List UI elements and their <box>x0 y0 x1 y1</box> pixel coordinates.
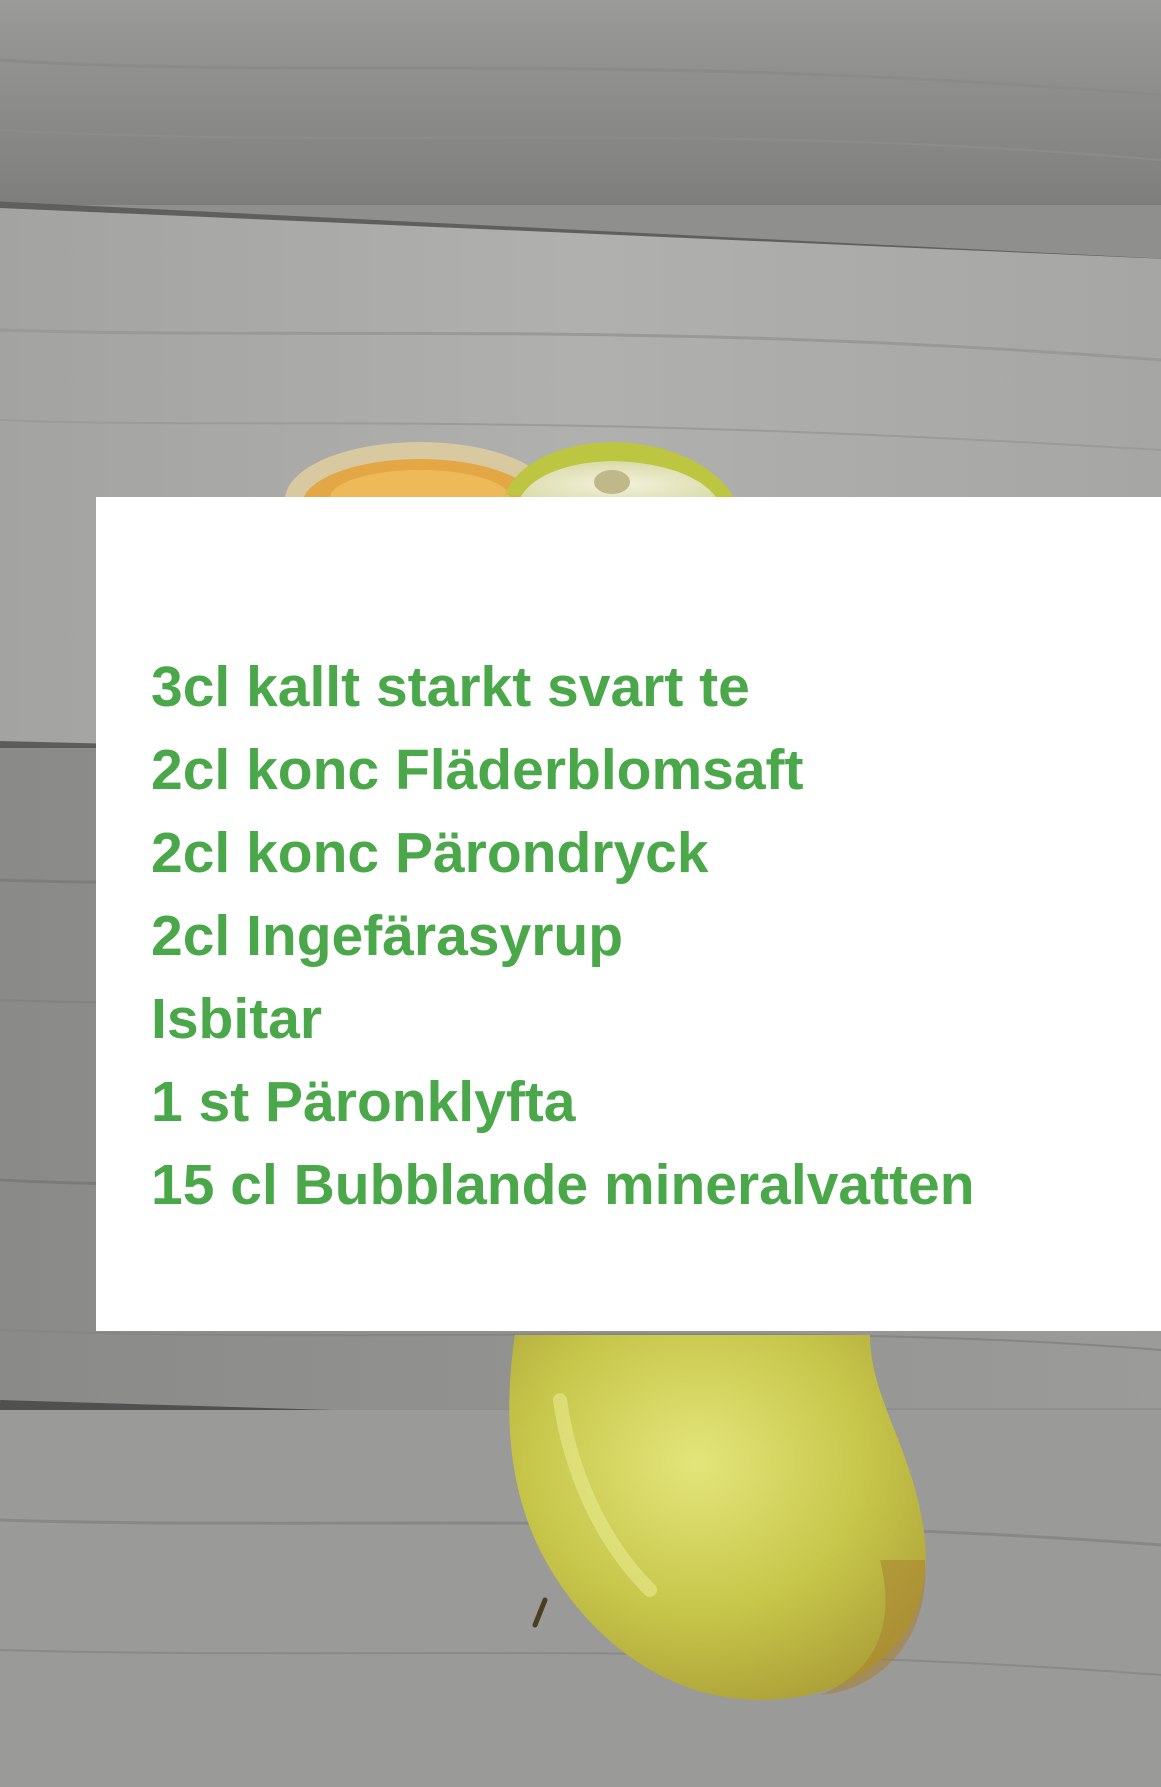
recipe-card <box>96 497 1161 1331</box>
ingredient-item: 15 cl Bubblande mineralvatten <box>151 1153 975 1217</box>
ingredient-item: 3cl kallt starkt svart te <box>151 655 750 719</box>
ingredient-item: Isbitar <box>151 987 323 1051</box>
ingredient-item: 1 st Päronklyfta <box>151 1070 576 1134</box>
ingredient-item: 2cl Ingefärasyrup <box>151 904 624 968</box>
ingredient-item: 2cl konc Pärondryck <box>151 821 709 885</box>
ingredient-list <box>151 646 1161 1227</box>
ingredient-item: 2cl konc Fläderblomsaft <box>151 738 804 802</box>
